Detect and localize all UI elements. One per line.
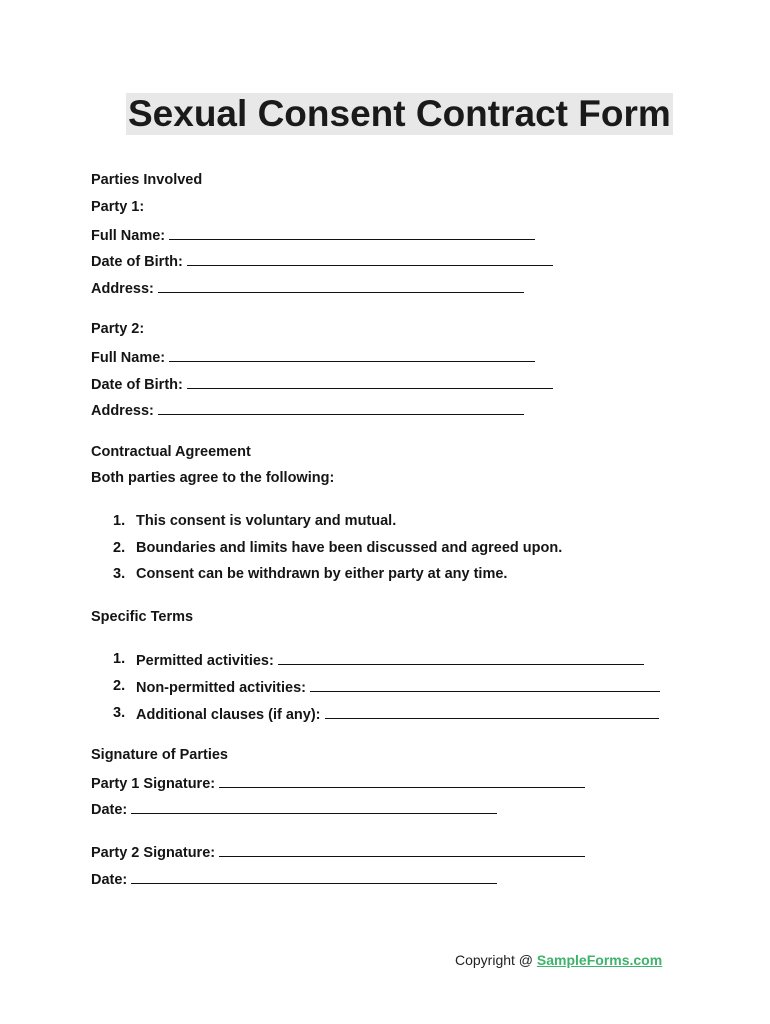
party1-dob-label: Date of Birth: bbox=[91, 254, 183, 270]
terms-item-2-label: Non-permitted activities: bbox=[136, 680, 306, 696]
agreement-item-3-number: 3. bbox=[113, 566, 126, 582]
party1-signature-label: Party 1 Signature: bbox=[91, 776, 216, 792]
party1-label: Party 1: bbox=[91, 199, 145, 215]
agreement-item-1-number: 1. bbox=[113, 513, 126, 529]
party1-address-blank[interactable] bbox=[158, 278, 524, 293]
party1-full-name-label: Full Name: bbox=[91, 228, 166, 244]
party2-full-name-field[interactable] bbox=[91, 347, 535, 367]
party2-address-field[interactable] bbox=[91, 400, 524, 420]
agreement-item-2: Boundaries and limits have been discussed and agreed upon. bbox=[136, 540, 563, 556]
party1-full-name-blank[interactable] bbox=[169, 225, 535, 240]
agreement-item-2-number: 2. bbox=[113, 540, 126, 556]
terms-item-1-number: 1. bbox=[113, 651, 126, 667]
non-permitted-activities-blank[interactable] bbox=[310, 677, 660, 692]
agreement-item-3: Consent can be withdrawn by either party at any time. bbox=[136, 566, 508, 582]
party1-signature-field[interactable] bbox=[91, 773, 585, 793]
party2-dob-field[interactable] bbox=[91, 374, 553, 394]
parties-heading: Parties Involved bbox=[91, 172, 203, 188]
party2-date-label: Date: bbox=[91, 872, 128, 888]
agreement-heading: Contractual Agreement bbox=[91, 444, 251, 460]
copyright-prefix: Copyright @ bbox=[455, 952, 534, 968]
party2-signature-label: Party 2 Signature: bbox=[91, 845, 216, 861]
party2-date-field[interactable] bbox=[91, 869, 497, 889]
party2-dob-label: Date of Birth: bbox=[91, 377, 183, 393]
party1-signature-blank[interactable] bbox=[219, 773, 585, 788]
terms-item-3-label: Additional clauses (if any): bbox=[136, 707, 321, 723]
terms-heading: Specific Terms bbox=[91, 609, 194, 625]
party2-date-blank[interactable] bbox=[131, 869, 497, 884]
party2-address-label: Address: bbox=[91, 403, 154, 419]
terms-item-2-number: 2. bbox=[113, 678, 126, 694]
party2-signature-field[interactable] bbox=[91, 842, 585, 862]
party1-date-blank[interactable] bbox=[131, 799, 497, 814]
party2-signature-blank[interactable] bbox=[219, 842, 585, 857]
party1-date-label: Date: bbox=[91, 802, 128, 818]
terms-item-2-field[interactable] bbox=[136, 677, 660, 697]
additional-clauses-blank[interactable] bbox=[325, 704, 659, 719]
party1-date-field[interactable] bbox=[91, 799, 497, 819]
party2-full-name-blank[interactable] bbox=[169, 347, 535, 362]
agreement-item-1: This consent is voluntary and mutual. bbox=[136, 513, 397, 529]
page-title: Sexual Consent Contract Form bbox=[128, 93, 671, 134]
agreement-intro: Both parties agree to the following: bbox=[91, 470, 335, 486]
party1-dob-blank[interactable] bbox=[187, 251, 553, 266]
party2-full-name-label: Full Name: bbox=[91, 350, 166, 366]
terms-item-3-field[interactable] bbox=[136, 704, 659, 724]
terms-item-3-number: 3. bbox=[113, 705, 126, 721]
sampleforms-link[interactable]: SampleForms.com bbox=[536, 952, 663, 968]
party2-address-blank[interactable] bbox=[158, 400, 524, 415]
copyright-footer bbox=[455, 951, 662, 969]
party1-full-name-field[interactable] bbox=[91, 225, 535, 245]
party1-address-label: Address: bbox=[91, 281, 154, 297]
party2-dob-blank[interactable] bbox=[187, 374, 553, 389]
signatures-heading: Signature of Parties bbox=[91, 747, 228, 763]
terms-item-1-field[interactable] bbox=[136, 650, 644, 670]
party1-address-field[interactable] bbox=[91, 278, 524, 298]
party1-dob-field[interactable] bbox=[91, 251, 553, 271]
party2-label: Party 2: bbox=[91, 321, 145, 337]
permitted-activities-blank[interactable] bbox=[278, 650, 644, 665]
terms-item-1-label: Permitted activities: bbox=[136, 653, 274, 669]
